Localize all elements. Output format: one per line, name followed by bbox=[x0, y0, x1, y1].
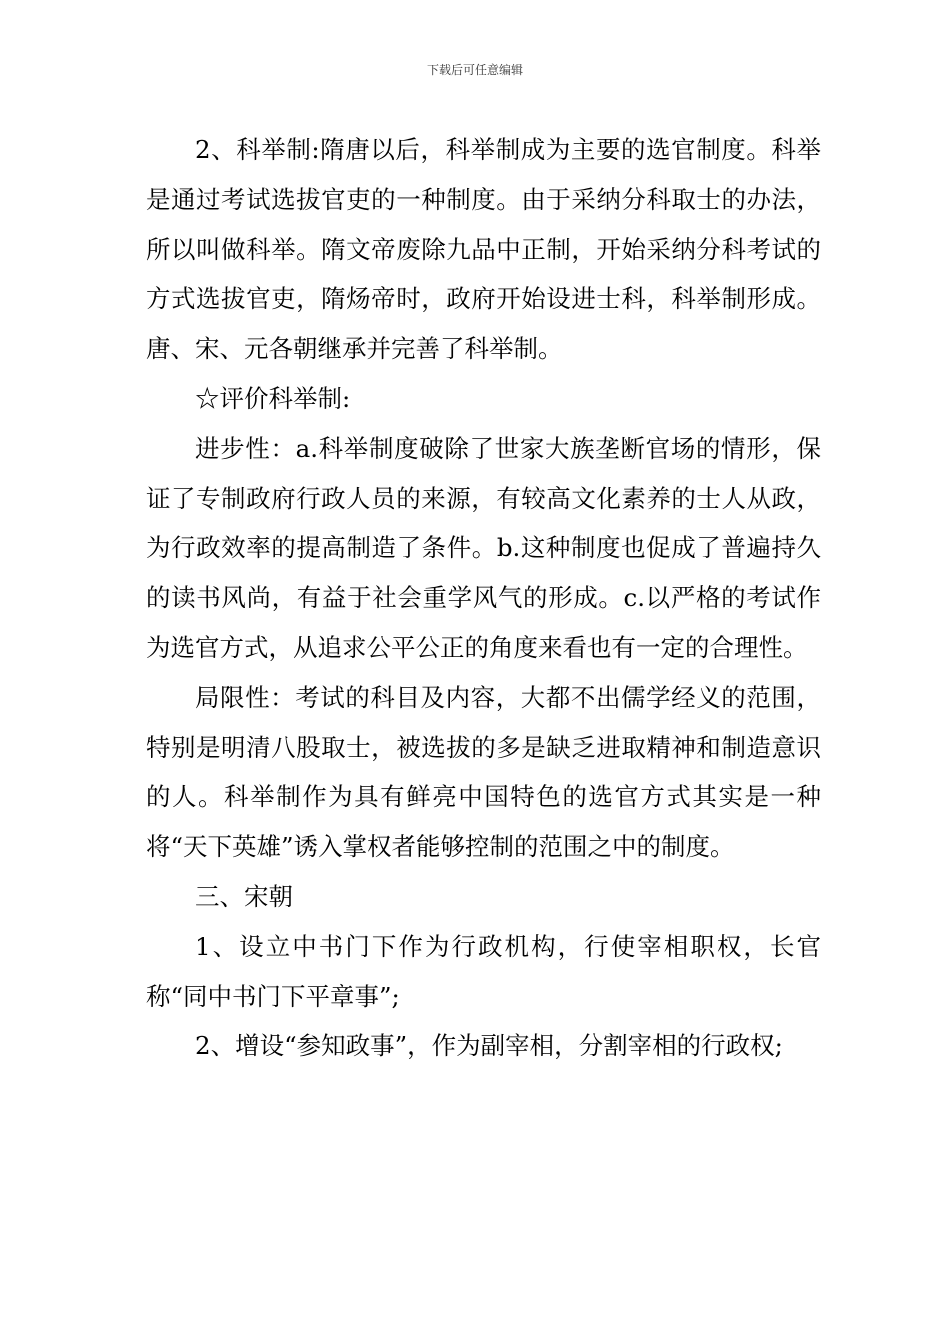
section-heading-song-dynasty: 三、宋朝 bbox=[195, 881, 293, 911]
paragraph-song-item-2: 2、增设“参知政事”，作为副宰相，分割宰相的行政权; bbox=[195, 1031, 783, 1061]
paragraph-limitations: 局限性：考试的科目及内容，大都不出儒学经义的范围，特别是明清八股取士，被选拔的多是缺乏进取精神和制造意识的人。科举制作为具有鲜亮中国特色的选官方式其实是一种将“天下英雄”诱入掌权者能够控制的范围之中的制度。 bbox=[146, 682, 821, 862]
paragraph-song-item-1: 1、设立中书门下作为行政机构，行使宰相职权，长官称“同中书门下平章事”; bbox=[146, 931, 821, 1011]
document-body bbox=[146, 125, 821, 1071]
paragraph-keju-system: 2、科举制:隋唐以后，科举制成为主要的选官制度。科举是通过考试选拔官吏的一种制度。由于采纳分科取士的办法，所以叫做科举。隋文帝废除九品中正制，开始采纳分科考试的方式选拔官吏，隋炀帝时，政府开始设进士科，科举制形成。唐、宋、元各朝继承并完善了科举制。 bbox=[146, 135, 821, 364]
paragraph-evaluation-heading: ☆评价科举制: bbox=[195, 383, 351, 413]
page-header: 下载后可任意编辑 bbox=[426, 63, 523, 77]
paragraph-progressiveness: 进步性：a.科举制度破除了世家大族垄断官场的情形，保证了专制政府行政人员的来源，有较高文化素养的士人从政，为行政效率的提高制造了条件。b.这种制度也促成了普遍持久的读书风尚，有益于社会重学风气的形成。c.以严格的考试作为选官方式，从追求公平公正的角度来看也有一定的合理性。 bbox=[146, 433, 821, 662]
